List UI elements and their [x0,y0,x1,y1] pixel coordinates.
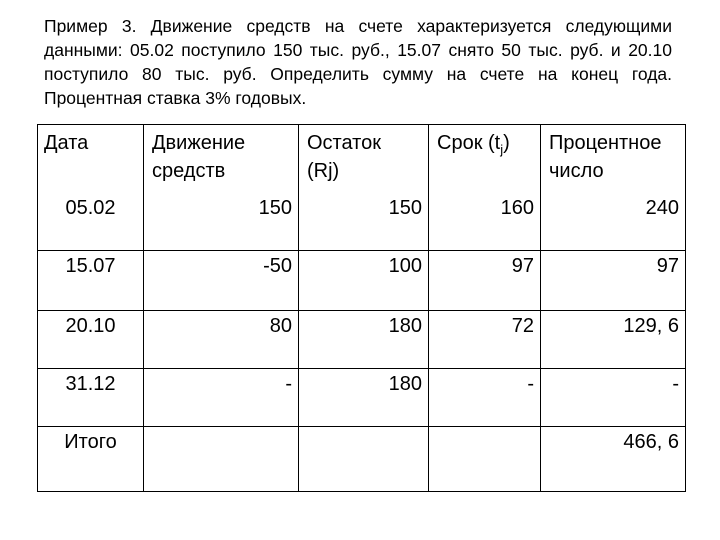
cell-balance: 180 [299,369,429,427]
header-date-label: Дата [44,132,89,154]
cell-term: 160 [429,193,541,251]
header-term [429,125,541,193]
table-row [38,251,686,311]
cell-total-label: Итого [38,427,144,492]
cell-percent: - [541,369,686,427]
cell-total-term [429,427,541,492]
cell-term: 72 [429,311,541,369]
cell-movement: 150 [144,193,299,251]
header-percent [541,125,686,193]
cell-total-movement [144,427,299,492]
header-term-suffix: ) [503,132,510,154]
header-percent-line1: Процентное [549,132,662,154]
header-movement-line1: Движение [152,132,246,154]
header-movement [144,125,299,193]
header-date [38,125,144,193]
cell-movement: - [144,369,299,427]
cell-term: 97 [429,251,541,311]
cell-movement: 80 [144,311,299,369]
cell-term: - [429,369,541,427]
table-row [38,193,686,251]
cell-percent: 129, 6 [541,311,686,369]
cell-percent: 240 [541,193,686,251]
header-term-sub: j [500,142,504,157]
cell-balance: 100 [299,251,429,311]
cell-movement: -50 [144,251,299,311]
cell-date: 15.07 [38,251,144,311]
cell-date: 20.10 [38,311,144,369]
table-total-row [38,427,686,492]
table-row [38,311,686,369]
table-row [38,369,686,427]
header-balance-line2: (Rj) [307,160,340,182]
cell-balance: 150 [299,193,429,251]
cell-percent: 97 [541,251,686,311]
cell-date: 05.02 [38,193,144,251]
cell-balance: 180 [299,311,429,369]
table-header-row [38,125,686,193]
cash-flow-table [37,124,686,492]
header-term-prefix: Срок (t [437,132,501,154]
header-balance [299,125,429,193]
cell-total-percent: 466, 6 [541,427,686,492]
cell-total-balance [299,427,429,492]
cell-date: 31.12 [38,369,144,427]
problem-statement: Пример 3. Движение средств на счете характеризуется следующими данными: 05.02 поступило 150 тыс. руб., 15.07 снято 50 тыс. руб. и 20.10 поступило 80 тыс. руб. Определить сумму на счете на конец года. Процентная ставка 3% годовых. [44,16,672,108]
header-balance-line1: Остаток [307,132,381,154]
header-movement-line2: средств [152,160,226,182]
header-percent-line2: число [549,160,604,182]
